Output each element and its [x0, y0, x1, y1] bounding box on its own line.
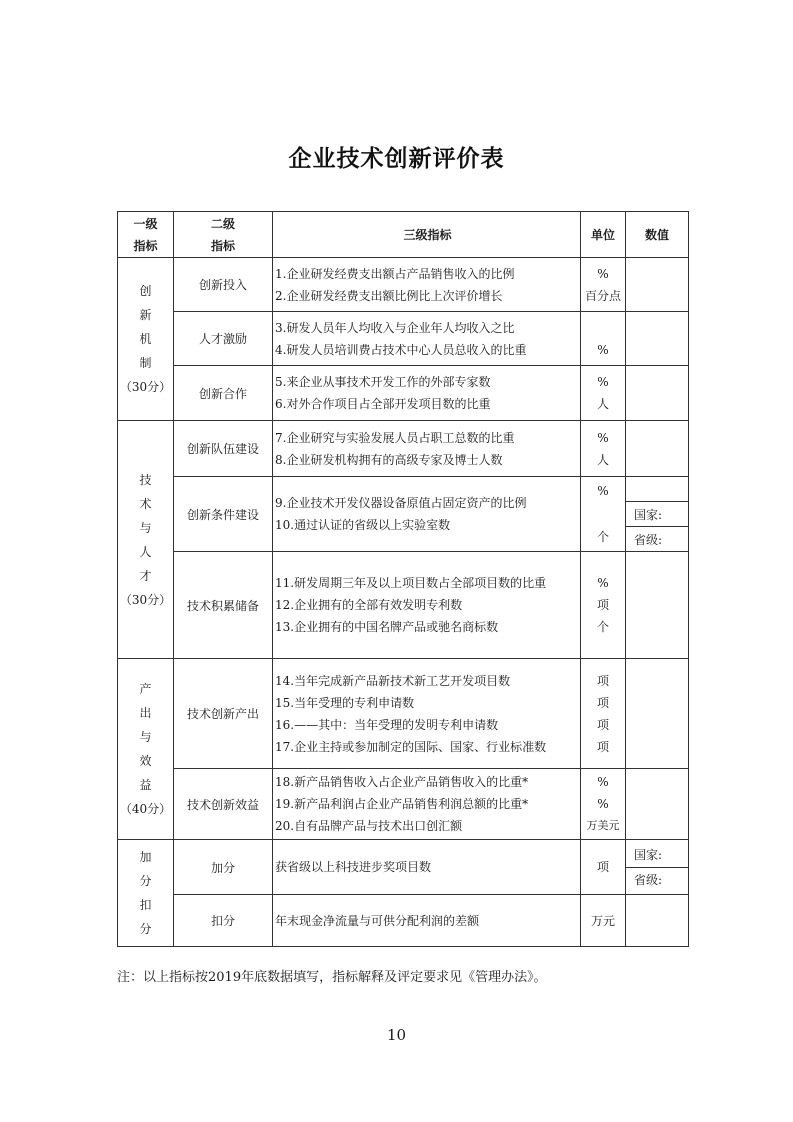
level2-cell: 技术积累储备	[174, 552, 273, 659]
unit: 人	[596, 397, 609, 411]
unit-cell	[581, 840, 626, 895]
indicator: 15.当年受理的专利申请数	[275, 695, 415, 710]
header-text: 指标	[133, 238, 158, 253]
level3-cell	[273, 659, 581, 769]
indicator: 20.自有品牌产品与技术出口创汇额	[275, 819, 463, 833]
evaluation-table	[117, 211, 689, 947]
level1-char: 机	[139, 332, 152, 346]
indicator: 年末现金净流量与可供分配利润的差额	[275, 913, 480, 928]
indicator: 1.企业研发经费支出额占产品销售收入的比例	[275, 266, 515, 281]
level1-char: 创	[139, 284, 152, 298]
table-row	[118, 769, 689, 840]
level3-cell	[273, 312, 581, 366]
indicator: 14.当年完成新产品新技术新工艺开发项目数	[275, 673, 511, 688]
indicator: 7.企业研究与实验发展人员占职工总数的比重	[275, 430, 515, 445]
value-label-provincial[interactable]: 省级:	[634, 873, 663, 887]
value-cell[interactable]	[626, 421, 689, 477]
level3-cell	[273, 552, 581, 659]
indicator: 3.研发人员年人均收入与企业年人均收入之比	[275, 320, 515, 335]
value-label-national[interactable]: 国家:	[626, 502, 688, 527]
value-cell[interactable]	[626, 895, 689, 947]
header-text: 二级	[210, 216, 235, 231]
indicator: 6.对外合作项目占全部开发项目数的比重	[275, 397, 491, 411]
value-cell[interactable]	[626, 477, 688, 502]
level1-char: 制	[139, 356, 152, 370]
unit-cell	[581, 552, 626, 659]
header-value: 数值	[626, 212, 689, 258]
level1-char: 才	[139, 568, 152, 583]
value-label-national[interactable]: 国家:	[626, 843, 688, 868]
unit: %	[597, 484, 609, 498]
indicator: 5.来企业从事技术开发工作的外部专家数	[275, 375, 491, 389]
level1-char: 效	[139, 754, 152, 768]
value-cell[interactable]	[626, 659, 689, 769]
unit: 项	[596, 739, 609, 754]
value-label-provincial[interactable]: 省级:	[634, 532, 663, 547]
level1-char: 分	[139, 874, 152, 888]
table-row	[118, 659, 689, 769]
level2-cell: 创新条件建设	[174, 477, 273, 552]
level1-char: 与	[139, 730, 152, 744]
indicator: 10.通过认证的省级以上实验室数	[275, 518, 451, 532]
value-cell[interactable]	[626, 258, 689, 312]
level2-cell: 扣分	[174, 895, 273, 947]
level1-char: 与	[139, 520, 152, 535]
value-cell[interactable]	[626, 769, 689, 840]
unit-cell	[581, 477, 626, 552]
level2-cell: 人才激励	[174, 312, 273, 366]
level1-score: （30分）	[119, 380, 172, 394]
level1-char: 扣	[139, 898, 152, 912]
unit: 百分点	[584, 288, 621, 303]
unit: 项	[596, 695, 609, 710]
level1-char: 出	[139, 706, 152, 720]
level3-cell	[273, 895, 581, 947]
header-text: 指标	[210, 238, 235, 253]
value-cell-split	[626, 477, 689, 552]
level2-cell: 加分	[174, 840, 273, 895]
indicator: 获省级以上科技进步奖项目数	[275, 860, 432, 874]
indicator: 4.研发人员培训费占技术中心人员总收入的比重	[275, 342, 527, 357]
level2-cell: 创新队伍建设	[174, 421, 273, 477]
unit: %	[597, 797, 609, 811]
header-level2	[174, 212, 273, 258]
unit: 项	[596, 717, 609, 732]
value-subtable	[626, 843, 688, 892]
value-cell[interactable]	[626, 366, 689, 421]
level1-cell	[118, 659, 174, 840]
table-row	[118, 421, 689, 477]
indicator: 18.新产品销售收入占企业产品销售收入的比重*	[275, 775, 529, 789]
header-level3: 三级指标	[273, 212, 581, 258]
indicator: 2.企业研发经费支出额比例比上次评价增长	[275, 288, 503, 303]
header-unit: 单位	[581, 212, 626, 258]
unit: 项	[596, 673, 609, 688]
unit: %	[597, 775, 609, 789]
level1-char: 人	[139, 544, 152, 559]
level1-char: 分	[139, 922, 152, 936]
indicator: 13.企业拥有的中国名牌产品或驰名商标数	[275, 620, 499, 634]
unit: 个	[596, 530, 609, 544]
indicator: 8.企业研发机构拥有的高级专家及博士人数	[275, 452, 503, 467]
indicator: 12.企业拥有的全部有效发明专利数	[275, 598, 463, 612]
level1-cell	[118, 840, 174, 947]
indicator: 11.研发周期三年及以上项目数占全部项目数的比重	[275, 576, 547, 590]
unit-cell	[581, 769, 626, 840]
level1-cell	[118, 258, 174, 421]
indicator: 16.——其中：当年受理的发明专利申请数	[275, 717, 499, 732]
level1-score: （40分）	[119, 802, 172, 816]
level2-cell: 创新合作	[174, 366, 273, 421]
unit: %	[597, 375, 609, 389]
level3-cell	[273, 477, 581, 552]
unit: 人	[596, 452, 609, 467]
value-subtable	[626, 477, 688, 551]
level2-cell: 技术创新效益	[174, 769, 273, 840]
level3-cell	[273, 421, 581, 477]
level2-cell: 创新投入	[174, 258, 273, 312]
table-row	[118, 312, 689, 366]
unit: %	[597, 576, 609, 590]
unit	[581, 317, 625, 339]
table-row	[118, 895, 689, 947]
level1-cell	[118, 421, 174, 659]
unit-cell	[581, 895, 626, 947]
table-row	[118, 552, 689, 659]
level1-char: 益	[139, 778, 152, 792]
unit: 项	[596, 598, 609, 612]
level3-cell	[273, 366, 581, 421]
level1-char: 技	[139, 472, 152, 487]
level1-char: 产	[139, 682, 152, 696]
unit-cell	[581, 312, 626, 366]
unit: 万元	[590, 913, 615, 928]
unit: 个	[596, 620, 609, 634]
footnote: 注：以上指标按2019年底数据填写，指标解释及评定要求见《管理办法》。	[117, 970, 547, 985]
level2-cell: 技术创新产出	[174, 659, 273, 769]
unit-cell	[581, 366, 626, 421]
table-row	[118, 840, 689, 895]
unit: 万美元	[586, 819, 620, 832]
level1-char: 新	[139, 308, 152, 322]
level3-cell	[273, 769, 581, 840]
table-row	[118, 477, 689, 552]
level1-char: 加	[139, 850, 152, 864]
table-header-row	[118, 212, 689, 258]
level1-score: （30分）	[119, 592, 172, 607]
unit-cell	[581, 421, 626, 477]
value-cell[interactable]	[626, 312, 689, 366]
header-text: 一级	[133, 216, 158, 231]
indicator: 19.新产品利润占企业产品销售利润总额的比重*	[275, 797, 529, 811]
header-level1	[118, 212, 174, 258]
page-title: 企业技术创新评价表	[288, 146, 505, 172]
level3-cell	[273, 258, 581, 312]
unit: 项	[596, 860, 609, 874]
level3-cell	[273, 840, 581, 895]
indicator: 17.企业主持或参加制定的国际、国家、行业标准数	[275, 739, 547, 754]
value-cell[interactable]	[626, 552, 689, 659]
indicator: 9.企业技术开发仪器设备原值占固定资产的比例	[275, 496, 527, 510]
table-row	[118, 258, 689, 312]
table-row	[118, 366, 689, 421]
unit-cell	[581, 258, 626, 312]
unit-cell	[581, 659, 626, 769]
page-number: 10	[386, 1026, 407, 1044]
level1-char: 术	[139, 496, 152, 511]
unit: %	[597, 430, 609, 445]
unit: %	[597, 266, 609, 281]
value-cell-split	[626, 840, 689, 895]
unit: %	[597, 342, 609, 357]
